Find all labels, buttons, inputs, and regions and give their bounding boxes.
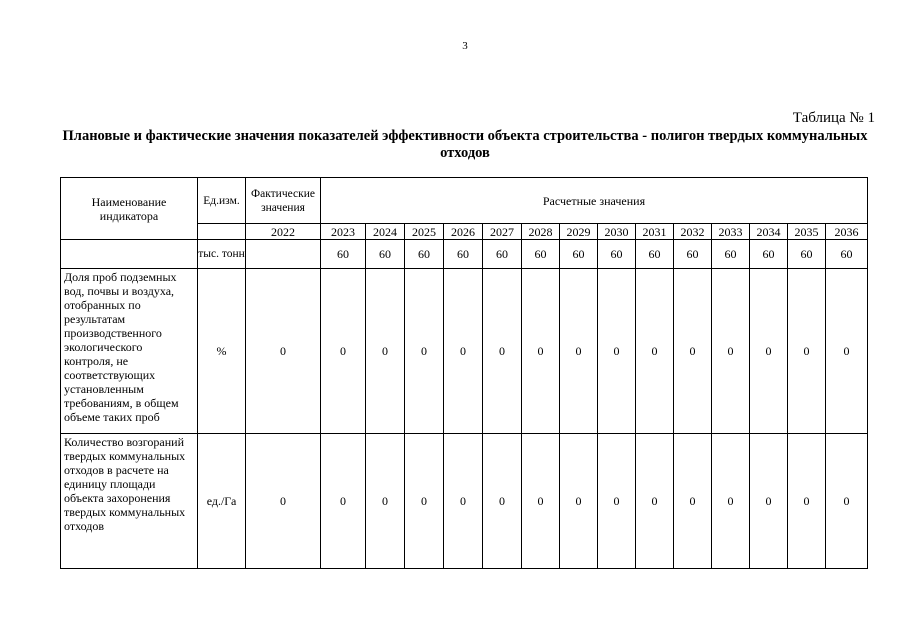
indicator-value: 0 [483,269,522,434]
indicator-value: 0 [405,269,444,434]
indicators-table [60,177,868,569]
indicator-value: 0 [405,434,444,569]
year-cell: 2034 [750,224,788,240]
capacity-value: 60 [674,240,712,269]
capacity-value: 60 [750,240,788,269]
year-cell: 2031 [636,224,674,240]
capacity-value: 60 [788,240,826,269]
indicator-value: 0 [788,434,826,569]
indicator-value: 0 [712,269,750,434]
indicator-value: 0 [636,269,674,434]
indicator-value: 0 [674,434,712,569]
year-cell: 2027 [483,224,522,240]
indicator-value: 0 [560,434,598,569]
capacity-name-blank [61,240,198,269]
indicator-value: 0 [444,434,483,569]
indicator-actual: 0 [246,434,321,569]
indicator-value: 0 [598,269,636,434]
indicator-unit: ед./Га [198,434,246,569]
capacity-value: 60 [712,240,750,269]
capacity-unit: тыс. тонн [198,240,246,269]
table-number-label: Таблица № 1 [792,110,875,126]
year-cell: 2023 [321,224,366,240]
capacity-value: 60 [321,240,366,269]
indicator-name: Количество возгораний твердых коммунальных отходов в расчете на единицу площади объекта захоронения твердых коммунальных отходов [61,434,198,569]
document-title: Плановые и фактические значения показателей эффективности объекта строительства - полигон твердых коммунальных отходов [62,128,868,161]
capacity-value: 60 [598,240,636,269]
indicator-name-header: Наименование индикатора [61,178,198,240]
year-cell: 2035 [788,224,826,240]
year-cell: 2029 [560,224,598,240]
indicator-value: 0 [674,269,712,434]
unit-header: Ед.изм. [198,178,246,224]
indicator-value: 0 [321,269,366,434]
indicator-value: 0 [598,434,636,569]
indicator-value: 0 [444,269,483,434]
indicator-value: 0 [483,434,522,569]
capacity-value: 60 [444,240,483,269]
year-cell: 2026 [444,224,483,240]
capacity-actual [246,240,321,269]
indicator-value: 0 [560,269,598,434]
capacity-row [61,240,868,269]
year-cell: 2028 [522,224,560,240]
indicator-value: 0 [366,434,405,569]
year-cell: 2033 [712,224,750,240]
indicator-value: 0 [636,434,674,569]
capacity-value: 60 [366,240,405,269]
calculated-values-header: Расчетные значения [321,178,868,224]
indicator-value: 0 [826,269,868,434]
indicator-value: 0 [750,269,788,434]
unit-header-blank [198,224,246,240]
indicator-unit: % [198,269,246,434]
indicator-value: 0 [522,269,560,434]
capacity-value: 60 [560,240,598,269]
indicator-value: 0 [366,269,405,434]
year-cell: 2030 [598,224,636,240]
indicator-name: Доля проб подземных вод, почвы и воздуха, отобранных по результатам производственного экологического контроля, не соответствующих установленным требованиям, в общем объеме таких проб [61,269,198,434]
indicator-value: 0 [788,269,826,434]
year-cell: 2032 [674,224,712,240]
page-number: 3 [462,40,468,52]
indicator-value: 0 [321,434,366,569]
indicator-value: 0 [826,434,868,569]
capacity-value: 60 [405,240,444,269]
capacity-value: 60 [483,240,522,269]
indicator-value: 0 [522,434,560,569]
indicator-value: 0 [750,434,788,569]
year-cell: 2025 [405,224,444,240]
indicator-actual: 0 [246,269,321,434]
table-row [61,269,868,434]
indicator-value: 0 [712,434,750,569]
header-row [61,178,868,224]
year-cell: 2024 [366,224,405,240]
capacity-value: 60 [522,240,560,269]
table-row [61,434,868,569]
capacity-value: 60 [636,240,674,269]
actual-year: 2022 [246,224,321,240]
actual-values-header: Фактические значения [246,178,321,224]
capacity-value: 60 [826,240,868,269]
year-cell: 2036 [826,224,868,240]
